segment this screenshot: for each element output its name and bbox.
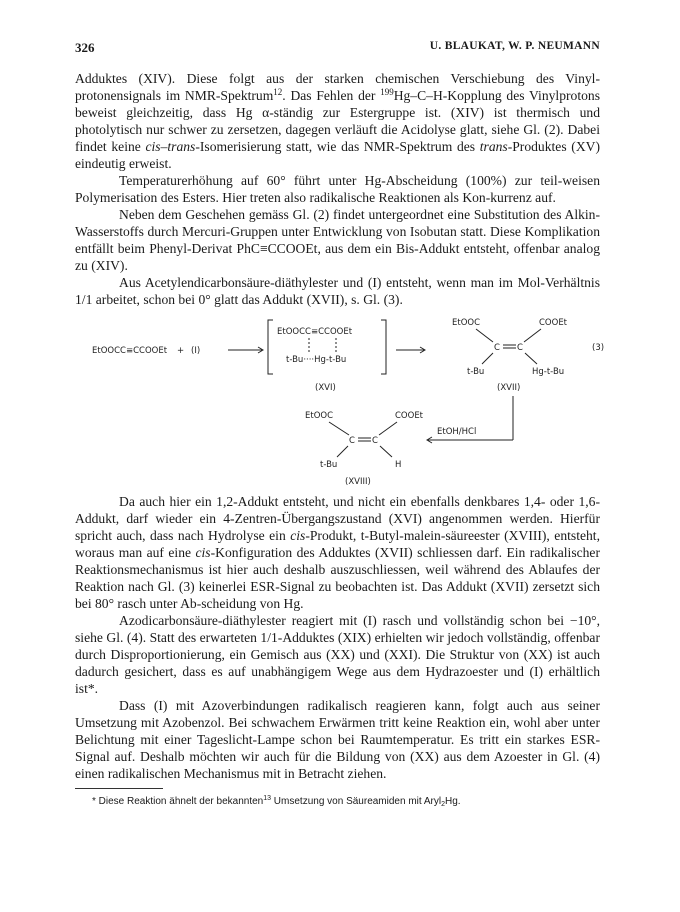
ts-top-formula: EtOOCC≡CCOOEt xyxy=(277,327,353,337)
text-run: Adduktes (XIV). Diese folgt aus der starken chemischen Verschiebung des Vinyl-protonensignals im NMR-Spektrum xyxy=(75,71,600,103)
xviii-carbon-right: C xyxy=(372,436,378,446)
xvii-bond-tl xyxy=(476,329,493,342)
body-text-bottom xyxy=(75,493,600,782)
reactant-formula: EtOOCC≡CCOOEt xyxy=(92,346,168,356)
text-run: cis–trans xyxy=(145,139,196,154)
paragraph xyxy=(75,612,600,697)
text-run: 199 xyxy=(380,87,394,97)
xviii-top-right: COOEt xyxy=(395,411,424,421)
page-number: 326 xyxy=(75,40,95,55)
text-run: Hg–C–H-Kopplung des Vinylprotons beweist gleichzeitig, dass Hg α-ständig zur Estergruppe ist. (XIV) ist thermisch und photolytisch nur schwer zu zersetzen, dagegen verläuft die Acidolyse glatt, siehe Gl. (2). Dabei findet keine xyxy=(75,88,600,154)
plus-sign: + xyxy=(177,346,185,356)
xviii-bond-tr xyxy=(379,422,397,435)
text-run: -Isomerisierung statt, wie das NMR-Spektrum des xyxy=(195,139,480,154)
xviii-top-left: EtOOC xyxy=(305,411,334,421)
body-text-top xyxy=(75,70,600,308)
paragraph xyxy=(75,274,600,308)
text-run: -Produktes (XV) eindeutig erweist. xyxy=(75,139,600,171)
text-run: Umsetzung von Säureamiden mit Aryl xyxy=(271,796,442,807)
text-run: * Diese Reaktion ähnelt der bekannten xyxy=(92,796,264,807)
text-run: Neben dem Geschehen gemäss Gl. (2) findet untergeordnet eine Substitution des Alkin-Wasserstoffs durch Mercuri-Gruppen unter Entwicklung von Isobutan statt. Diese Komplikation entfällt beim Phenyl-Derivat PhC≡CCOOEt, aus dem ein Bis-Addukt entsteht, offenbar analog zu (XIV). xyxy=(75,207,600,273)
xvii-top-left: EtOOC xyxy=(452,318,481,328)
text-run: Da auch hier ein 1,2-Addukt entsteht, und nicht ein ebenfalls denkbares 1,4- oder 1,6-Addukt, darf wieder ein 4-Zentren-Übergangszustand (XVI) angenommen werden. Hierfür spricht auch, dass nach Hydrolyse ein xyxy=(75,494,600,543)
text-run: cis xyxy=(290,528,306,543)
paragraph xyxy=(75,697,600,782)
xviii-label: (XVIII) xyxy=(345,477,371,487)
ts-label: (XVI) xyxy=(315,383,336,393)
ts-bottom-formula: t-Bu····Hg-t-Bu xyxy=(286,355,347,365)
xviii-bond-tl xyxy=(329,422,349,435)
paragraph xyxy=(75,70,600,172)
text-run: 2 xyxy=(441,801,446,808)
xviii-bond-br xyxy=(380,446,392,457)
reagent-label: (I) xyxy=(191,346,201,356)
text-run: trans xyxy=(479,139,508,154)
text-run: . Das Fehlen der xyxy=(282,88,381,103)
running-header xyxy=(75,40,600,60)
text-run: -Konfiguration des Adduktes (XVII) schliessen darf. Ein radikalischer Reaktionsmechanismus ist hier auch deshalb auszuschliessen, weil während des Ablaufes der Reaktion nach Gl. (3) keinerlei ESR-Signal zu beobachten ist. Das Addukt (XVII) zersetzt sich bei 80° rasch unter Ab-scheidung von Hg. xyxy=(75,545,600,611)
xviii-bottom-left: t-Bu xyxy=(320,460,338,470)
text-run: Dass (I) mit Azoverbindungen radikalisch reagieren kann, folgt auch aus seiner Umsetzung mit Azobenzol. Bei schwachem Erwärmen tritt keine Reaktion ein, wohl aber unter Belichtung mit einer Tageslicht-Lampe schon bei Raumtemperatur. Es tritt ein starkes ESR-Signal auf. Deshalb möchten wir auch für die Bildung von (XX) aus dem Azoester in Gl. (4) einen radikalischen Mechanismus mit in Betracht ziehen. xyxy=(75,698,600,781)
xvii-bond-br xyxy=(525,353,537,364)
xviii-bond-bl xyxy=(337,446,348,457)
running-authors: U. BLAUKAT, W. P. NEUMANN xyxy=(429,40,600,52)
paragraph xyxy=(75,493,600,612)
equation-number: (3) xyxy=(592,343,605,353)
text-run: Hg. xyxy=(445,796,461,807)
footnote-divider xyxy=(75,788,163,789)
text-run: 12 xyxy=(273,87,283,97)
xvii-bond-bl xyxy=(482,353,493,364)
text-run: -Produkt, t-Butyl-malein-säureester (XVIII), entsteht, woraus man auf eine xyxy=(75,528,600,560)
xvii-carbon-right: C xyxy=(517,343,523,353)
hydrolysis-reagent: EtOH/HCl xyxy=(437,427,477,437)
xvii-label: (XVII) xyxy=(497,383,521,393)
xvii-top-right: COOEt xyxy=(539,318,568,328)
text-run: Aus Acetylendicarbonsäure-diäthylester und (I) entsteht, wenn man im Mol-Verhältnis 1/1 arbeitet, schon bei 0° glatt das Addukt (XVII), s. Gl. (3). xyxy=(75,275,600,307)
xvii-bottom-left: t-Bu xyxy=(467,367,485,377)
text-run: 13 xyxy=(263,795,272,802)
footnote xyxy=(92,796,592,807)
xvii-bond-tr xyxy=(524,329,541,342)
paragraph xyxy=(75,206,600,274)
paragraph xyxy=(75,172,600,206)
ts-bracket-left xyxy=(268,320,273,374)
xviii-bottom-right: H xyxy=(395,460,402,470)
xviii-carbon-left: C xyxy=(349,436,355,446)
text-run: cis xyxy=(195,545,211,560)
ts-bracket-right xyxy=(381,320,386,374)
reaction-scheme xyxy=(0,308,680,494)
text-run: Temperaturerhöhung auf 60° führt unter Hg-Abscheidung (100%) zur teil-weisen Polymerisation des Esters. Hier treten also radikalische Reaktionen als Kon-kurrenz auf. xyxy=(75,173,600,205)
xvii-carbon-left: C xyxy=(494,343,500,353)
text-run: Azodicarbonsäure-diäthylester reagiert mit (I) rasch und vollständig schon bei −10°, siehe Gl. (4). Statt des erwarteten 1/1-Adduktes (XIX) erhielten wir jedoch vollständig, offenbar durch Disproportionierung, ein Gemisch aus (XX) und (XXI). Die Struktur von (XX) ist auch dadurch gesichert, dass es auf unabhängigem Wege aus dem Hydrazoester und (I) erhältlich ist*. xyxy=(75,613,600,696)
xvii-bottom-right: Hg-t-Bu xyxy=(532,367,565,377)
